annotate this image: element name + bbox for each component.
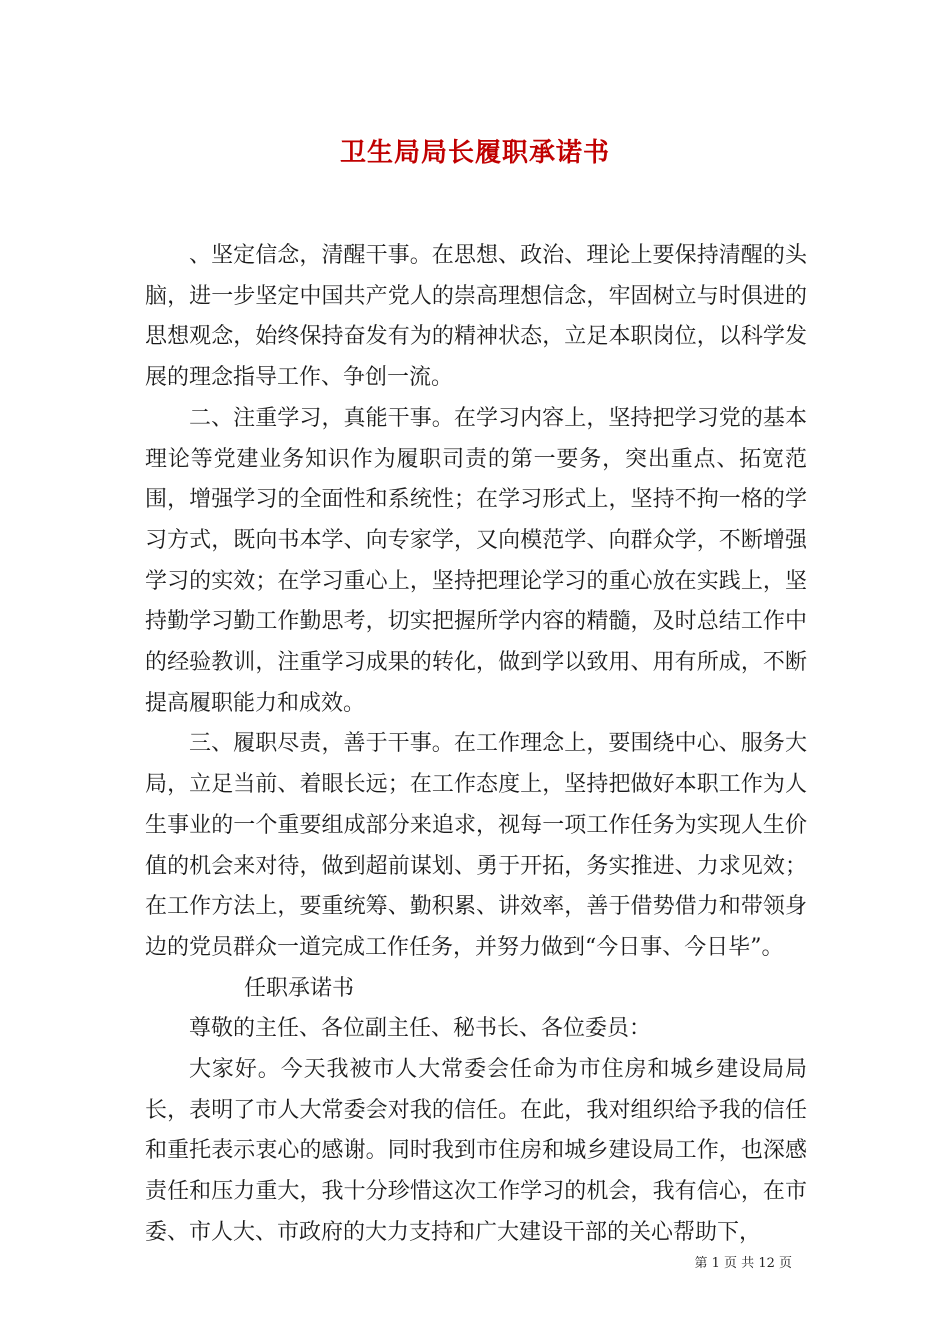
- paragraph-4: 大家好。今天我被市人大常委会任命为市住房和城乡建设局局长，表明了市人大常委会对我的信任。在此，我对组织给予我的信任和重托表示衷心的感谢。同时我到市住房和城乡建设局工作，也深感责任和压力重大，我十分珍惜这次工作学习的机会，我有信心，在市委、市人大、市政府的大力支持和广大建设干部的关心帮助下，: [145, 1057, 807, 1245]
- sub-heading: 任职承诺书: [244, 975, 355, 1001]
- document-body: [145, 236, 807, 1254]
- paragraph-1: 、坚定信念，清醒干事。在思想、政治、理论上要保持清醒的头脑，进一步坚定中国共产党人的崇高理想信念，牢固树立与时俱进的思想观念，始终保持奋发有为的精神状态，立足本职岗位，以科学发展的理念指导工作、争创一流。: [145, 243, 807, 391]
- document-title: 卫生局局长履职承诺书: [339, 138, 610, 168]
- salutation: 尊敬的主任、各位副主任、秘书长、各位委员：: [189, 1016, 652, 1042]
- paragraph-3: 三、履职尽责，善于干事。在工作理念上，要围绕中心、服务大局，立足当前、着眼长远；在工作态度上，坚持把做好本职工作为人生事业的一个重要组成部分来追求，视每一项工作任务为实现人生价值的机会来对待，做到超前谋划、勇于开拓，务实推进、力求见效；在工作方法上，要重统筹、勤积累、讲效率，善于借势借力和带领身边的党员群众一道完成工作任务，并努力做到“今日事、今日毕”。: [145, 731, 807, 960]
- paragraph-2: 二、注重学习，真能干事。在学习内容上，坚持把学习党的基本理论等党建业务知识作为履职司责的第一要务，突出重点、拓宽范围，增强学习的全面性和系统性；在学习形式上，坚持不拘一格的学习方式，既向书本学、向专家学，又向模范学、向群众学，不断增强学习的实效；在学习重心上，坚持把理论学习的重心放在实践上，坚持勤学习勤工作勤思考，切实把握所学内容的精髓，及时总结工作中的经验教训，注重学习成果的转化，做到学以致用、用有所成，不断提高履职能力和成效。: [145, 405, 807, 716]
- page-number-footer: 第 1 页 共 12 页: [694, 1256, 792, 1271]
